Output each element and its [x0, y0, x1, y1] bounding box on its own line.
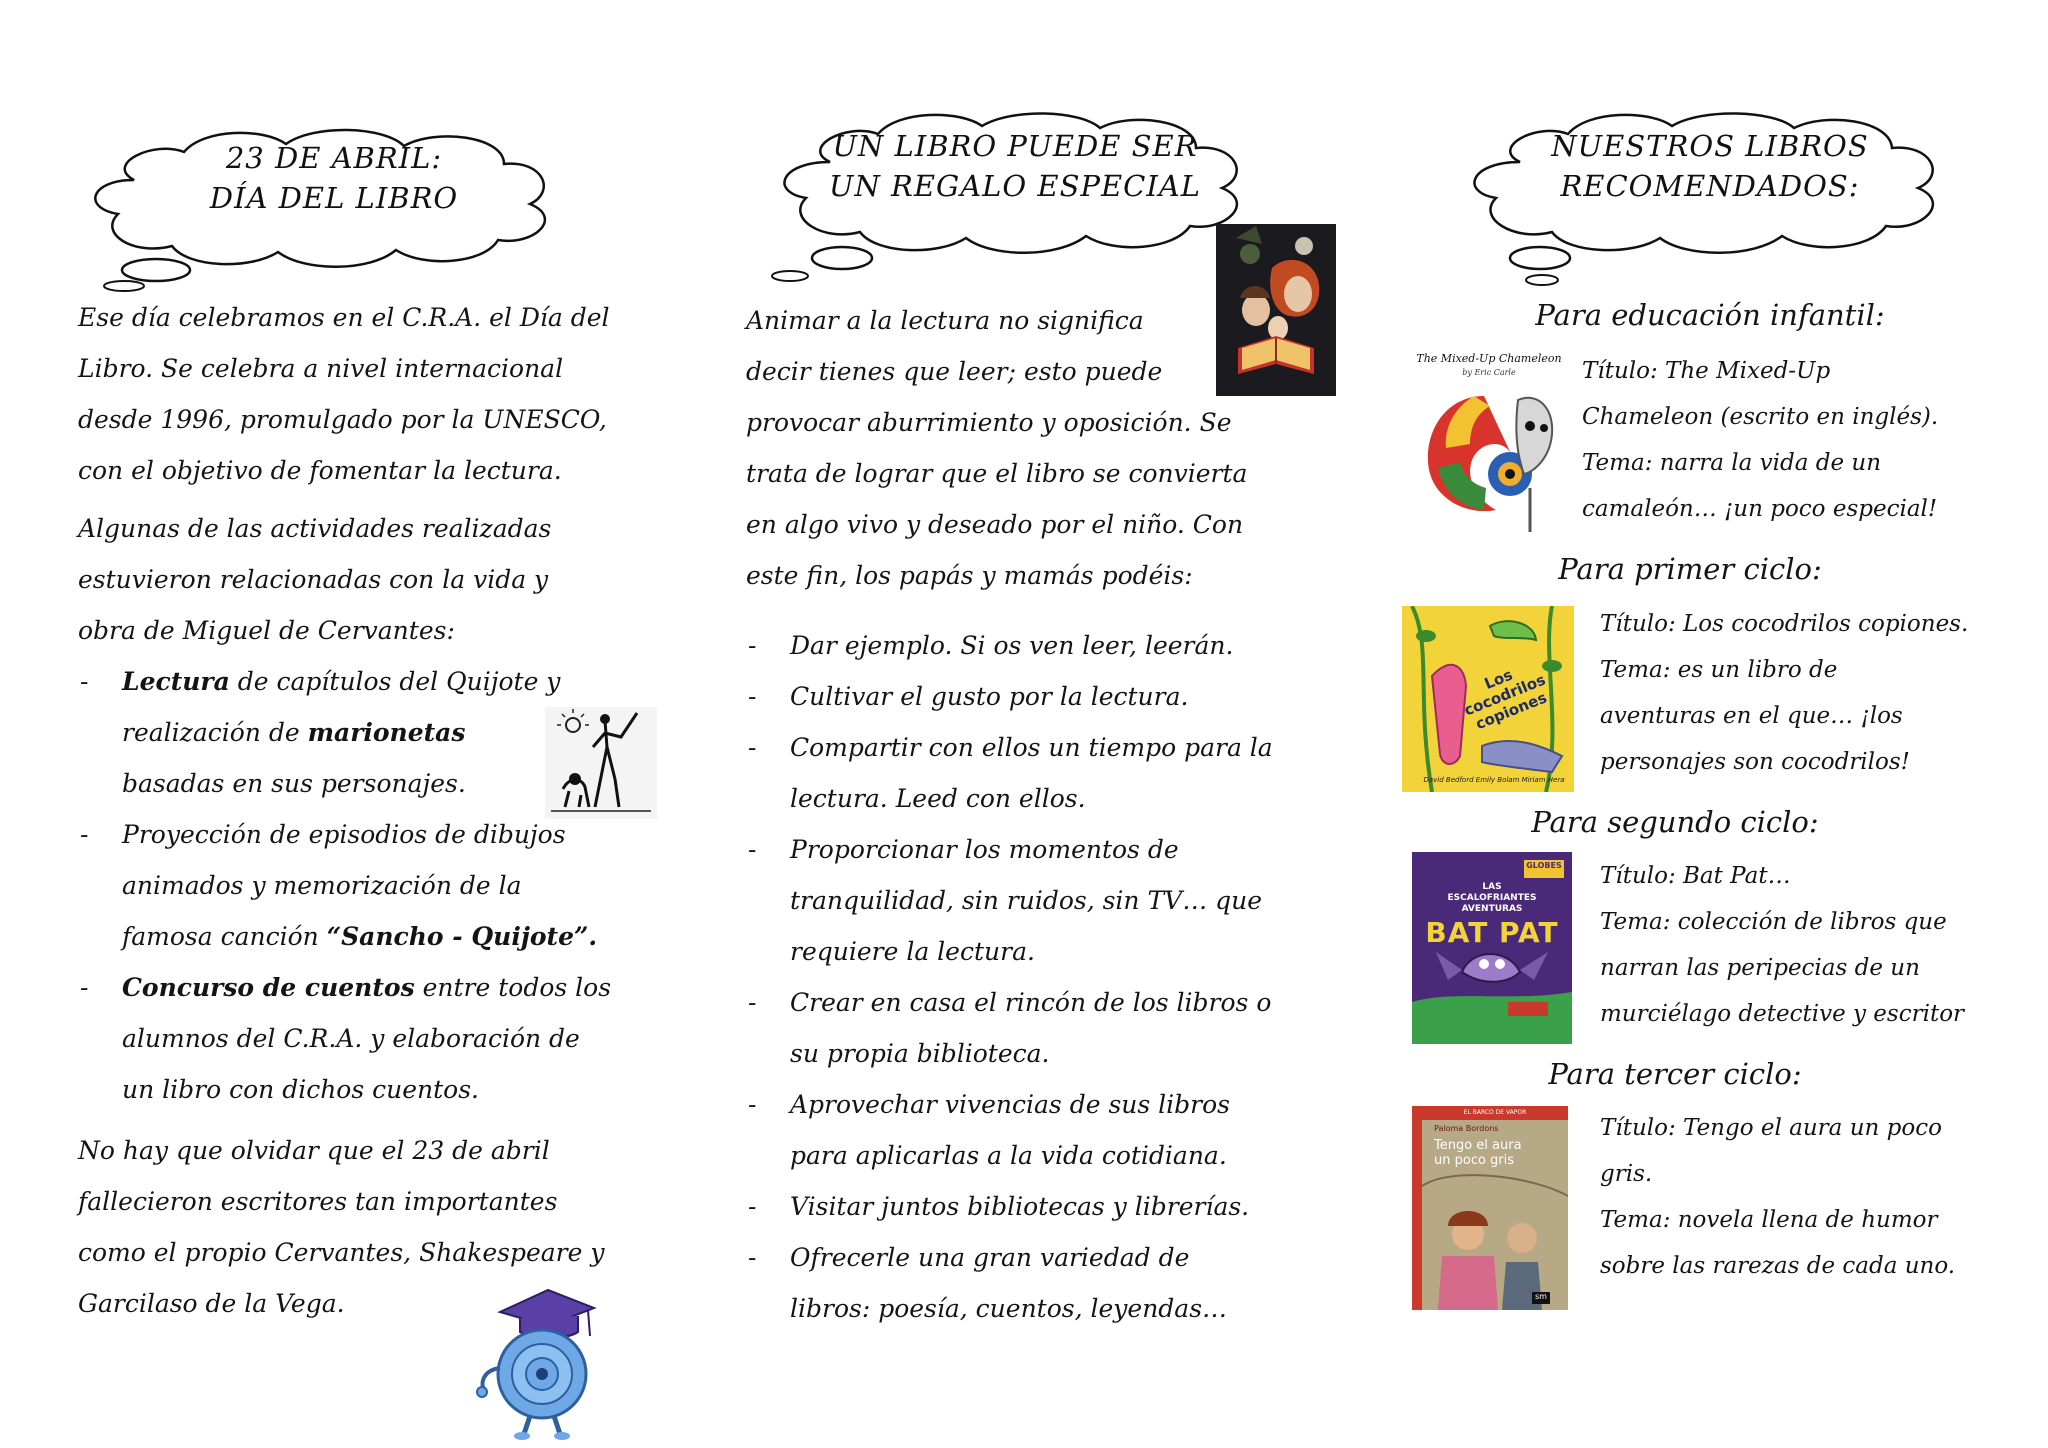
cover-author-text: David Bedford Emily Bolam Miriam Hera	[1423, 776, 1565, 784]
book-cover-tengo-el-aura	[1412, 1106, 1568, 1310]
text-line: aventuras en el que… ¡los	[1600, 703, 1903, 729]
cloud-title-line-1: 23 DE ABRIL:	[225, 141, 443, 175]
text-line: trata de lograr que el libro se convierta	[746, 459, 1248, 488]
bullet-dash: -	[748, 1090, 757, 1119]
book-cover-cocodrilos-copiones	[1402, 606, 1574, 792]
cloud-title-line-2: RECOMENDADOS:	[1560, 169, 1860, 203]
bold-text: Lectura	[122, 667, 230, 696]
advice-bullet	[748, 620, 1234, 671]
book-info-primer-ciclo	[1600, 601, 1968, 785]
intro-paragraph	[746, 295, 1247, 601]
text-line: basadas en sus personajes.	[122, 769, 466, 798]
section-head-tercer-ciclo: Para tercer ciclo:	[1548, 1057, 1802, 1091]
text-line: Tema: novela llena de humor	[1600, 1207, 1938, 1233]
bold-text: “Sancho - Quijote”.	[326, 922, 598, 951]
text-line: para aplicarlas a la vida cotidiana.	[790, 1141, 1227, 1170]
text-line: Crear en casa el rincón de los libros o	[790, 988, 1272, 1017]
text-line: Dar ejemplo. Si os ven leer, leerán.	[790, 631, 1234, 660]
cover-badge-text: GLOBES	[1526, 861, 1562, 870]
text-line: su propia biblioteca.	[790, 1039, 1050, 1068]
text-line: Proyección de episodios de dibujos	[122, 820, 566, 849]
cloud-title-line-2: DÍA DEL LIBRO	[209, 181, 459, 215]
advice-bullet	[748, 824, 1263, 977]
cloud-title	[750, 126, 1280, 206]
book-cover-bat-pat	[1412, 852, 1572, 1044]
text-line: Título: Bat Pat…	[1600, 863, 1791, 889]
thought-cloud-icon	[64, 122, 604, 292]
text-line: Ofrecerle una gran variedad de	[790, 1243, 1190, 1272]
column-libros-recomendados	[1370, 0, 2048, 1448]
cover-title-text: Tengo el aura un poco gris	[1434, 1138, 1522, 1168]
text-line: fallecieron escritores tan importantes	[78, 1187, 558, 1216]
text-line: en algo vivo y deseado por el niño. Con	[746, 510, 1244, 539]
activity-bullet-contest	[80, 962, 612, 1115]
column-dia-del-libro	[0, 0, 680, 1448]
text-span: entre todos los	[414, 973, 612, 1002]
text-line: tranquilidad, sin ruidos, sin TV… que	[790, 886, 1263, 915]
thought-cloud-icon	[1440, 108, 1980, 288]
thought-cloud-icon	[750, 108, 1280, 288]
text-line: con el objetivo de fomentar la lectura.	[78, 456, 562, 485]
advice-bullet	[748, 722, 1273, 824]
text-line: Título: Los cocodrilos copiones.	[1600, 611, 1969, 637]
section-head-primer-ciclo: Para primer ciclo:	[1558, 552, 1822, 586]
text-line: personajes son cocodrilos!	[1600, 749, 1910, 775]
text-line: desde 1996, promulgado por la UNESCO,	[78, 405, 607, 434]
bullet-dash: -	[748, 733, 757, 762]
text-line: provocar aburrimiento y oposición. Se	[746, 408, 1232, 437]
graduate-mascot-icon	[470, 1278, 600, 1440]
text-line: Animar a la lectura no significa	[746, 306, 1144, 335]
cover-title-text: The Mixed-Up Chameleon	[1416, 352, 1562, 365]
cover-author-text: Paloma Bordons	[1434, 1124, 1499, 1133]
text-line: Proporcionar los momentos de	[790, 835, 1179, 864]
text-line: Garcilaso de la Vega.	[78, 1289, 345, 1318]
advice-bullet	[748, 671, 1189, 722]
section-head-segundo-ciclo: Para segundo ciclo:	[1531, 805, 1819, 839]
text-line: Título: The Mixed-Up	[1582, 358, 1831, 384]
text-line: camaleón… ¡un poco especial!	[1582, 496, 1938, 522]
cloud-title-line-1: UN LIBRO PUEDE SER	[832, 129, 1198, 163]
text-line: No hay que olvidar que el 23 de abril	[78, 1136, 550, 1165]
advice-bullet	[748, 1232, 1228, 1334]
text-line: Aprovechar vivencias de sus libros	[790, 1090, 1230, 1119]
text-line: Visitar juntos bibliotecas y librerías.	[790, 1192, 1250, 1221]
text-line: animados y memorización de la	[122, 871, 522, 900]
cover-subtitle-text: LAS ESCALOFRIANTES AVENTURAS	[1447, 882, 1537, 914]
cover-publisher-text: sm	[1535, 1292, 1547, 1301]
text-line: estuvieron relacionadas con la vida y	[78, 565, 549, 594]
book-info-infantil	[1582, 348, 1938, 532]
bullet-dash: -	[748, 631, 757, 660]
text-line: libros: poesía, cuentos, leyendas…	[790, 1294, 1228, 1323]
text-line: Compartir con ellos un tiempo para la	[790, 733, 1273, 762]
book-info-tercer-ciclo	[1600, 1105, 1955, 1289]
text-line: murciélago detective y escritor	[1600, 1001, 1965, 1027]
bold-text: Concurso de cuentos	[122, 973, 415, 1002]
activity-bullet-reading	[80, 656, 561, 809]
text-line: Algunas de las actividades realizadas	[78, 514, 552, 543]
text-span: realización de	[122, 718, 308, 747]
advice-bullet	[748, 1079, 1230, 1181]
quixote-drawing-icon	[545, 707, 657, 819]
advice-bullet	[748, 977, 1272, 1079]
activities-paragraph	[78, 503, 551, 656]
text-span: famosa canción	[122, 922, 327, 951]
text-line: narran las peripecias de un	[1600, 955, 1920, 981]
cloud-title	[64, 138, 604, 218]
text-line: requiere la lectura.	[790, 937, 1035, 966]
book-cover-mixed-up-chameleon	[1414, 348, 1564, 538]
text-line: un libro con dichos cuentos.	[122, 1075, 479, 1104]
text-line: obra de Miguel de Cervantes:	[78, 616, 455, 645]
bullet-dash: -	[748, 988, 757, 1017]
text-line: Cultivar el gusto por la lectura.	[790, 682, 1189, 711]
text-line: Tema: colección de libros que	[1600, 909, 1947, 935]
cover-title-text: BAT PAT	[1425, 916, 1559, 949]
advice-bullet	[748, 1181, 1250, 1232]
bullet-dash: -	[748, 1192, 757, 1221]
text-line: Libro. Se celebra a nivel internacional	[78, 354, 564, 383]
text-line: este fin, los papás y mamás podéis:	[746, 561, 1193, 590]
column-regalo-especial	[680, 0, 1370, 1448]
bold-text: marionetas	[307, 718, 466, 747]
book-info-segundo-ciclo	[1600, 853, 1964, 1037]
text-line: alumnos del C.R.A. y elaboración de	[122, 1024, 580, 1053]
cloud-title-line-1: NUESTROS LIBROS	[1551, 129, 1869, 163]
bullet-dash: -	[80, 973, 89, 1002]
bullet-dash: -	[748, 682, 757, 711]
text-line: gris.	[1600, 1161, 1653, 1187]
text-line: Tema: es un libro de	[1600, 657, 1838, 683]
text-line: decir tienes que leer; esto puede	[746, 357, 1163, 386]
text-line: Ese día celebramos en el C.R.A. el Día del	[78, 303, 610, 332]
cloud-title-line-2: UN REGALO ESPECIAL	[829, 169, 1201, 203]
intro-paragraph	[78, 292, 610, 496]
bullet-dash: -	[80, 667, 89, 696]
bullet-dash: -	[748, 835, 757, 864]
activity-bullet-cartoons	[80, 809, 598, 962]
cover-series-text: EL BARCO DE VAPOR	[1463, 1109, 1527, 1116]
cover-title-text: Los cocodrilos copiones	[1461, 665, 1550, 734]
cover-author-text: by Eric Carle	[1462, 368, 1516, 377]
bullet-dash: -	[80, 820, 89, 849]
text-line: Título: Tengo el aura un poco	[1600, 1115, 1942, 1141]
section-head-infantil: Para educación infantil:	[1535, 298, 1885, 332]
text-line: sobre las rarezas de cada uno.	[1600, 1253, 1956, 1279]
cloud-title	[1440, 126, 1980, 206]
bullet-dash: -	[748, 1243, 757, 1272]
text-line: lectura. Leed con ellos.	[790, 784, 1086, 813]
text-span: de capítulos del Quijote y	[229, 667, 561, 696]
text-line: como el propio Cervantes, Shakespeare y	[78, 1238, 605, 1267]
text-line: Chameleon (escrito en inglés).	[1582, 404, 1939, 430]
text-line: Tema: narra la vida de un	[1582, 450, 1882, 476]
